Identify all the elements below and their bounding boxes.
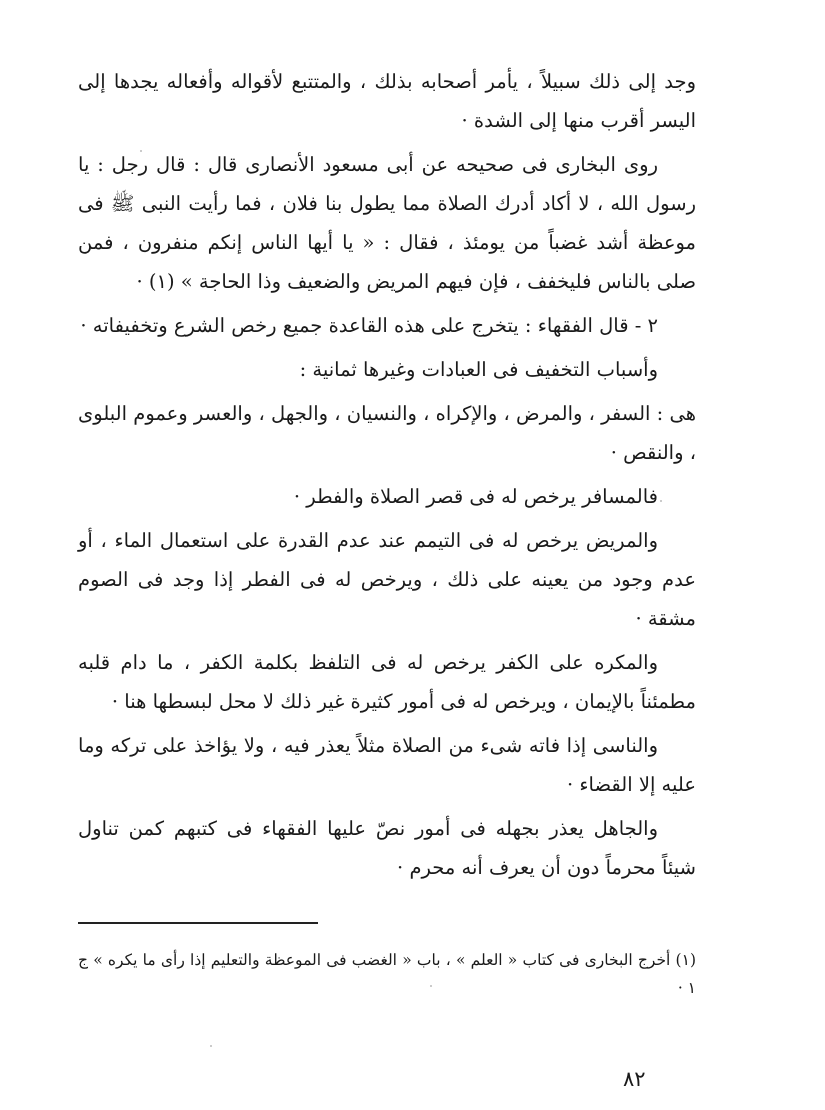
text-paragraph: والناسى إذا فاته شىء من الصلاة مثلاً يعذر فيه ، ولا يؤاخذ على تركه وما عليه إلا القضاء · (78, 734, 696, 796)
text-paragraph: هى : السفر ، والمرض ، والإكراه ، والنسيان ، والجهل ، والعسر وعموم البلوى ، والنقص · (78, 402, 696, 464)
scan-speck (430, 985, 432, 987)
scan-speck (140, 150, 142, 152)
text-paragraph: وأسباب التخفيف فى العبادات وغيرها ثمانية : (299, 358, 658, 381)
text-paragraph: وجد إلى ذلك سبيلاً ، يأمر أصحابه بذلك ، والمتتبع لأقواله وأفعاله يجدها إلى اليسر أقرب منها إلى الشدة · (78, 70, 696, 132)
footnote: (١) أخرج البخارى فى كتاب « العلم » ، باب « الغضب فى الموعظة والتعليم إذا رأى ما يكره » ج ١ · (78, 950, 696, 997)
text-paragraph: والمريض يرخص له فى التيمم عند عدم القدرة على استعمال الماء ، أو عدم وجود من يعينه على ذلك ، ويرخص له فى الفطر إذا وجد فى الصوم مشقة · (78, 529, 696, 630)
footnote-divider (78, 922, 318, 924)
text-paragraph: ٢ - قال الفقهاء : يتخرج على هذه القاعدة جميع رخص الشرع وتخفيفاته · (80, 314, 658, 337)
text-paragraph: والمكره على الكفر يرخص له فى التلفظ بكلمة الكفر ، ما دام قلبه مطمئناً بالإيمان ، ويرخص له فى أمور كثيرة غير ذلك لا محل لبسطها هنا · (78, 651, 696, 713)
page-number: ٨٢ (623, 1067, 646, 1091)
text-paragraph: فالمسافر يرخص له فى قصر الصلاة والفطر · (293, 485, 658, 508)
text-paragraph: والجاهل يعذر بجهله فى أمور نصّ عليها الفقهاء فى كتبهم كمن تناول شيئاً محرماً دون أن يعرف أنه محرم · (78, 817, 696, 879)
scan-speck (210, 1045, 212, 1047)
book-page (78, 62, 696, 1102)
text-paragraph: روى البخارى فى صحيحه عن أبى مسعود الأنصارى قال : قال رجل : يا رسول الله ، لا أكاد أدرك الصلاة مما يطول بنا فلان ، فما رأيت النبى ﷺ فى موعظة أشد غضباً من يومئذ ، فقال : « يا أيها الناس إنكم منفرون ، فمن صلى بالناس فليخفف ، فإن فيهم المريض والضعيف وذا الحاجة » (١) · (78, 153, 696, 293)
scan-speck (660, 500, 662, 502)
